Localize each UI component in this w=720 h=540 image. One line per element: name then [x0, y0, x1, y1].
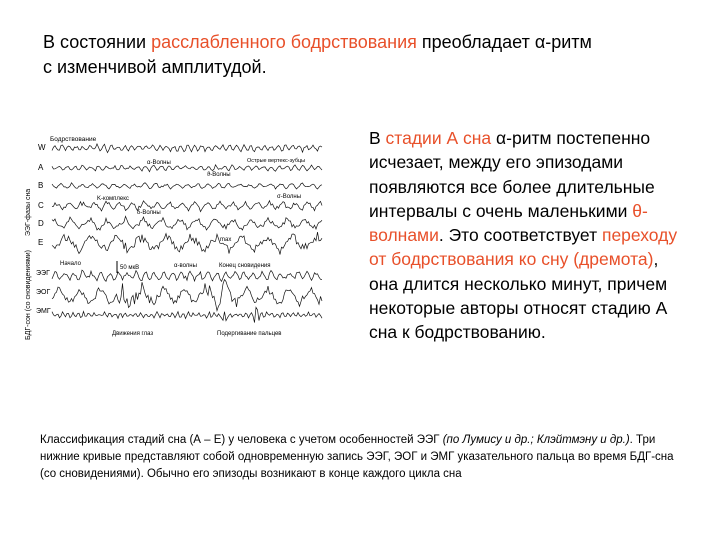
right-text-3-highlight: переходу от бодрствования ко сну (дремота)	[369, 225, 678, 270]
headline-highlight: расслабленного бодрствования	[151, 32, 417, 52]
annotation-wake: Бодрствование	[50, 136, 97, 143]
eeg-trace	[52, 232, 322, 254]
annotation-alphawaves: α-волны	[174, 263, 197, 269]
row-letter-w: W	[38, 143, 46, 152]
right-text-4: , она длится несколько минут, причем некоторые авторы относят стадию А сна к бодрствованию.	[369, 249, 668, 343]
eeg-phases-vertical-label: ЭЭГ-фазы сна	[25, 188, 32, 236]
row-label-emg: ЭМГ	[36, 308, 51, 315]
eeg-trace	[52, 144, 322, 153]
eeg-trace	[52, 270, 322, 281]
annotation-start: Начало	[60, 261, 81, 267]
eeg-trace	[52, 201, 322, 212]
eeg-trace	[52, 280, 322, 311]
right-text-3: . Это соответствует	[438, 225, 602, 246]
annotation-eyemove: Движения глаз	[112, 331, 154, 337]
row-letter-e: E	[38, 238, 44, 247]
right-text-1: В	[369, 128, 386, 148]
caption-text-1: Классификация стадий сна (А – Е) у человека с учетом особенностей ЭЭГ	[40, 434, 443, 446]
annotation-fingertwitch: Подергивание пальцев	[217, 331, 282, 337]
right-text-2-highlight: θ-волнами	[369, 200, 648, 246]
stage-a-description	[369, 126, 689, 345]
row-label-eog: ЭОГ	[36, 289, 51, 296]
headline-part1: В состоянии	[43, 32, 152, 52]
annotation-end: Конец сновидения	[219, 263, 271, 269]
row-letter-c: C	[38, 201, 44, 210]
figure-caption	[40, 432, 680, 483]
annotation-alpha: α-Волны	[147, 160, 171, 166]
rem-sleep-vertical-label: БДГ-сон (со сновидениями)	[25, 250, 32, 340]
annotation-max: max	[220, 237, 232, 243]
annotation-sigma: σ-Волны	[277, 194, 302, 200]
row-letter-a: A	[38, 163, 44, 172]
eeg-trace	[52, 183, 322, 189]
caption-citation: (по Лумису и др.; Клэйтмэну и др.)	[442, 434, 630, 446]
headline	[43, 30, 693, 80]
annotation-delta: δ-Волны	[137, 210, 161, 216]
annotation-scale: 50 мкВ	[120, 265, 140, 271]
row-label-eeg: ЭЭГ	[36, 270, 50, 277]
caption-text-2: . Три нижние кривые представляют собой одновременную запись ЭЭГ, ЭОГ и ЭМГ указательного пальца во время БДГ-сна (со сновидениями). Обычно его эпизоды возникают в конце каждого цикла сна	[40, 434, 674, 480]
eeg-trace	[52, 216, 322, 230]
annotation-kcomplex: K-комплекс	[97, 196, 129, 202]
right-text-2: α-ритм постепенно исчезает, между его эпизодами появляются все более длительные интервалы с очень маленькими	[369, 128, 655, 221]
headline-part2: преобладает α-ритм	[416, 32, 592, 52]
annotation-sharp: Острые вертекс-зубцы	[247, 158, 306, 164]
annotation-theta: ϑ-Волны	[207, 172, 231, 178]
sleep-stages-figure	[22, 128, 332, 346]
row-letter-d: D	[38, 219, 44, 228]
headline-line2: с изменчивой амплитудой.	[43, 57, 267, 77]
right-text-1-highlight: стадии А сна	[385, 128, 492, 148]
row-letter-b: B	[38, 181, 44, 190]
eeg-trace	[52, 307, 322, 322]
eeg-trace	[52, 165, 322, 172]
traces	[52, 144, 322, 323]
